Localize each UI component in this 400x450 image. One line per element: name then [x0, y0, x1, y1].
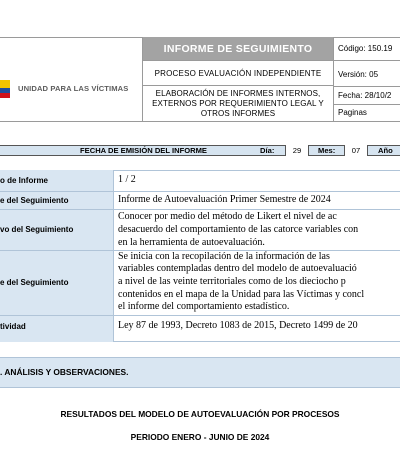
objective-line: Conocer por medio del método de Likert el nivel de ac: [118, 211, 337, 222]
flag-logo-icon: [0, 80, 10, 100]
year-label: Año: [378, 146, 393, 155]
scope-label: e del Seguimiento: [0, 278, 69, 287]
row-divider: [0, 191, 400, 192]
objective-label: vo del Seguimiento: [0, 225, 74, 234]
scope-line: contenidos en el mapa de la Unidad para las Víctimas y concl: [118, 289, 365, 300]
logo-cell: [0, 37, 143, 122]
results-period: PERIODO ENERO - JUNIO DE 2024: [130, 432, 270, 442]
procedure-line: OTROS INFORMES: [200, 109, 276, 118]
document-title: INFORME DE SEGUIMIENTO: [143, 37, 333, 60]
follow-up-name-value: Informe de Autoevaluación Primer Semestre de 2024: [118, 194, 331, 205]
row-divider: [0, 315, 400, 316]
month-value: 07: [344, 145, 368, 156]
results-title: RESULTADOS DEL MODELO DE AUTOEVALUACIÓN POR PROCESOS: [60, 409, 340, 419]
regulation-label: tividad: [0, 322, 26, 331]
doc-pages: Paginas: [338, 108, 367, 117]
follow-up-name-label: e del Seguimiento: [0, 196, 69, 205]
divider: [333, 86, 400, 87]
divider: [333, 60, 400, 61]
report-number-label: o de Informe: [0, 176, 49, 185]
logo-text: UNIDAD PARA LAS VÍCTIMAS: [18, 84, 129, 93]
objective-line: desacuerdo del comportamiento de las catorce variables con: [118, 224, 359, 235]
scope-line: a nivel de las veinte territoriales como de los dieciocho p: [118, 276, 346, 287]
scope-line: el informe del comportamiento estadístico.: [118, 301, 290, 312]
doc-version: Versión: 05: [338, 70, 379, 79]
doc-code: Código: 150.19: [338, 44, 393, 53]
row-divider: [0, 209, 400, 210]
regulation-value: Ley 87 de 1993, Decreto 1083 de 2015, Decreto 1499 de 20: [118, 320, 358, 331]
day-label: Día:: [260, 146, 275, 155]
procedure-line: ELABORACIÓN DE INFORMES INTERNOS,: [155, 89, 321, 98]
procedure-line: EXTERNOS POR REQUERIMIENTO LEGAL Y: [152, 99, 324, 108]
doc-date: Fecha: 28/10/2: [338, 91, 392, 100]
report-number-value: 1 / 2: [118, 174, 136, 185]
month-label: Mes:: [318, 146, 336, 155]
section-heading: . ANÁLISIS Y OBSERVACIONES.: [0, 367, 129, 377]
objective-line: en la herramienta de autoevaluación.: [118, 237, 265, 248]
process-name: PROCESO EVALUACIÓN INDEPENDIENTE: [143, 60, 333, 86]
day-value: 29: [285, 145, 309, 156]
scope-line: variables contempladas dentro del modelo de autoevaluació: [118, 263, 357, 274]
divider: [333, 104, 400, 105]
emission-label: FECHA DE EMISIÓN DEL INFORME: [80, 146, 207, 155]
scope-line: Se inicia con la recopilación de la información de las: [118, 251, 330, 262]
procedure-name: [143, 86, 333, 122]
